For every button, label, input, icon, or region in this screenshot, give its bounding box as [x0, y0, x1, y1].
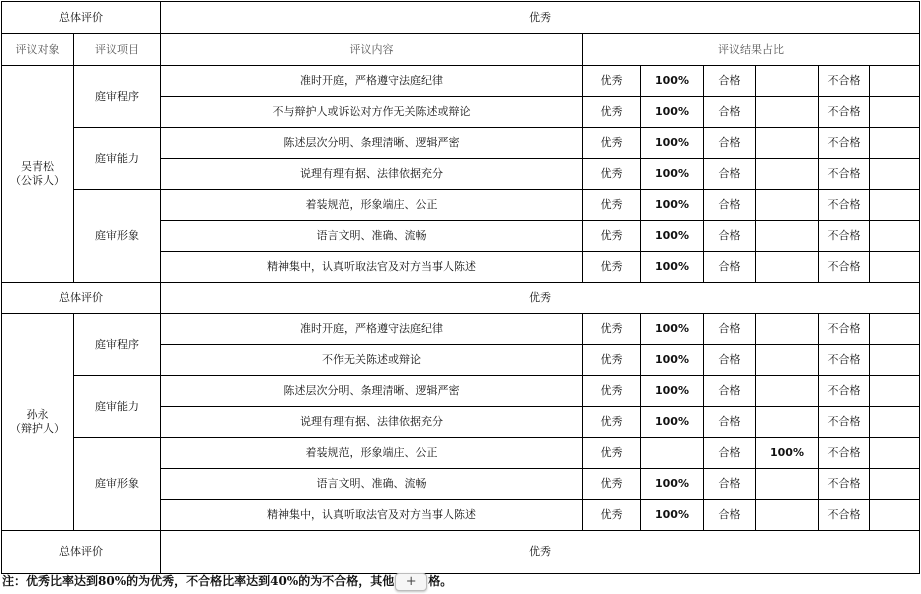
fail-label: 不合格 — [819, 97, 870, 128]
excellent-pct — [641, 438, 704, 469]
excellent-label: 优秀 — [583, 345, 641, 376]
excellent-pct: 100% — [641, 159, 704, 190]
top-summary-row — [2, 2, 920, 34]
pass-label: 合格 — [704, 159, 756, 190]
category-cell: 庭审能力 — [74, 376, 161, 438]
excellent-label: 优秀 — [583, 469, 641, 500]
fail-label: 不合格 — [819, 128, 870, 159]
fail-pct — [870, 469, 920, 500]
fail-label: 不合格 — [819, 407, 870, 438]
table-row — [2, 376, 920, 407]
pass-label: 合格 — [704, 190, 756, 221]
summary-row — [2, 531, 920, 574]
excellent-pct: 100% — [641, 66, 704, 97]
pass-pct — [756, 66, 819, 97]
subject-cell — [2, 314, 74, 531]
fail-label: 不合格 — [819, 190, 870, 221]
table-row — [2, 314, 920, 345]
fail-pct — [870, 252, 920, 283]
excellent-label: 优秀 — [583, 159, 641, 190]
content-cell: 不作无关陈述或辩论 — [161, 345, 583, 376]
pass-pct — [756, 314, 819, 345]
footnote-suffix: 格。 — [428, 574, 453, 588]
pass-pct — [756, 159, 819, 190]
fail-label: 不合格 — [819, 66, 870, 97]
fail-pct — [870, 314, 920, 345]
excellent-pct: 100% — [641, 469, 704, 500]
summary-label: 总体评价 — [2, 2, 161, 34]
fail-pct — [870, 190, 920, 221]
fail-label: 不合格 — [819, 159, 870, 190]
excellent-pct: 100% — [641, 97, 704, 128]
pass-label: 合格 — [704, 407, 756, 438]
excellent-pct: 100% — [641, 190, 704, 221]
subject-name: 吴青松 — [21, 160, 54, 173]
summary-value: 优秀 — [161, 283, 920, 314]
pass-pct: 100% — [756, 438, 819, 469]
category-cell: 庭审能力 — [74, 128, 161, 190]
subject-name: 孙永 — [26, 408, 49, 421]
category-cell: 庭审形象 — [74, 190, 161, 283]
excellent-pct: 100% — [641, 407, 704, 438]
excellent-label: 优秀 — [583, 221, 641, 252]
pass-label: 合格 — [704, 221, 756, 252]
fail-label: 不合格 — [819, 469, 870, 500]
pass-label: 合格 — [704, 376, 756, 407]
pass-pct — [756, 97, 819, 128]
content-cell: 准时开庭，严格遵守法庭纪律 — [161, 314, 583, 345]
excellent-pct: 100% — [641, 221, 704, 252]
summary-label: 总体评价 — [2, 283, 161, 314]
excellent-label: 优秀 — [583, 97, 641, 128]
content-cell: 着装规范，形象端庄、公正 — [161, 438, 583, 469]
content-cell: 不与辩护人或诉讼对方作无关陈述或辩论 — [161, 97, 583, 128]
pass-pct — [756, 252, 819, 283]
excellent-pct: 100% — [641, 376, 704, 407]
excellent-label: 优秀 — [583, 128, 641, 159]
excellent-pct: 100% — [641, 128, 704, 159]
pass-label: 合格 — [704, 97, 756, 128]
pass-label: 合格 — [704, 345, 756, 376]
header-item: 评议项目 — [74, 34, 161, 66]
content-cell: 精神集中，认真听取法官及对方当事人陈述 — [161, 500, 583, 531]
content-cell: 陈述层次分明、条理清晰、逻辑严密 — [161, 128, 583, 159]
pass-label: 合格 — [704, 438, 756, 469]
summary-value: 优秀 — [161, 531, 920, 574]
pass-label: 合格 — [704, 314, 756, 345]
fail-label: 不合格 — [819, 252, 870, 283]
table-row — [2, 66, 920, 97]
excellent-label: 优秀 — [583, 438, 641, 469]
excellent-pct: 100% — [641, 314, 704, 345]
summary-value: 优秀 — [161, 2, 920, 34]
content-cell: 说理有理有据、法律依据充分 — [161, 407, 583, 438]
category-cell: 庭审程序 — [74, 314, 161, 376]
table-row — [2, 438, 920, 469]
pass-pct — [756, 500, 819, 531]
pass-pct — [756, 128, 819, 159]
footnote-prefix: 注：优秀比率达到80%的为优秀，不合格比率达到40%的为不合格，其他 — [2, 574, 395, 588]
content-cell: 语言文明、准确、流畅 — [161, 469, 583, 500]
add-button[interactable]: + — [395, 573, 427, 591]
header-content: 评议内容 — [161, 34, 583, 66]
category-cell: 庭审程序 — [74, 66, 161, 128]
pass-pct — [756, 469, 819, 500]
header-result: 评议结果占比 — [583, 34, 920, 66]
pass-label: 合格 — [704, 469, 756, 500]
pass-label: 合格 — [704, 252, 756, 283]
content-cell: 语言文明、准确、流畅 — [161, 221, 583, 252]
excellent-pct: 100% — [641, 500, 704, 531]
content-cell: 说理有理有据、法律依据充分 — [161, 159, 583, 190]
content-cell: 陈述层次分明、条理清晰、逻辑严密 — [161, 376, 583, 407]
fail-pct — [870, 376, 920, 407]
subject-cell — [2, 66, 74, 283]
fail-pct — [870, 159, 920, 190]
excellent-label: 优秀 — [583, 376, 641, 407]
subject-role: （辩护人） — [10, 422, 65, 435]
fail-pct — [870, 128, 920, 159]
fail-label: 不合格 — [819, 314, 870, 345]
summary-label: 总体评价 — [2, 531, 161, 574]
fail-pct — [870, 66, 920, 97]
table-row — [2, 128, 920, 159]
evaluation-table — [1, 1, 920, 574]
category-cell: 庭审形象 — [74, 438, 161, 531]
fail-pct — [870, 345, 920, 376]
excellent-label: 优秀 — [583, 407, 641, 438]
content-cell: 精神集中，认真听取法官及对方当事人陈述 — [161, 252, 583, 283]
table-row — [2, 190, 920, 221]
header-object: 评议对象 — [2, 34, 74, 66]
excellent-label: 优秀 — [583, 252, 641, 283]
excellent-label: 优秀 — [583, 190, 641, 221]
pass-pct — [756, 190, 819, 221]
pass-label: 合格 — [704, 66, 756, 97]
fail-pct — [870, 407, 920, 438]
excellent-label: 优秀 — [583, 66, 641, 97]
pass-pct — [756, 376, 819, 407]
excellent-label: 优秀 — [583, 500, 641, 531]
pass-pct — [756, 221, 819, 252]
fail-label: 不合格 — [819, 376, 870, 407]
pass-pct — [756, 345, 819, 376]
fail-pct — [870, 438, 920, 469]
fail-label: 不合格 — [819, 221, 870, 252]
content-cell: 准时开庭，严格遵守法庭纪律 — [161, 66, 583, 97]
footnote — [2, 571, 452, 591]
excellent-pct: 100% — [641, 252, 704, 283]
fail-label: 不合格 — [819, 500, 870, 531]
fail-pct — [870, 97, 920, 128]
fail-label: 不合格 — [819, 345, 870, 376]
pass-pct — [756, 407, 819, 438]
fail-pct — [870, 500, 920, 531]
content-cell: 着装规范，形象端庄、公正 — [161, 190, 583, 221]
fail-label: 不合格 — [819, 438, 870, 469]
subject-role: （公诉人） — [10, 174, 65, 187]
fail-pct — [870, 221, 920, 252]
pass-label: 合格 — [704, 500, 756, 531]
header-row — [2, 34, 920, 66]
pass-label: 合格 — [704, 128, 756, 159]
excellent-label: 优秀 — [583, 314, 641, 345]
excellent-pct: 100% — [641, 345, 704, 376]
summary-row — [2, 283, 920, 314]
